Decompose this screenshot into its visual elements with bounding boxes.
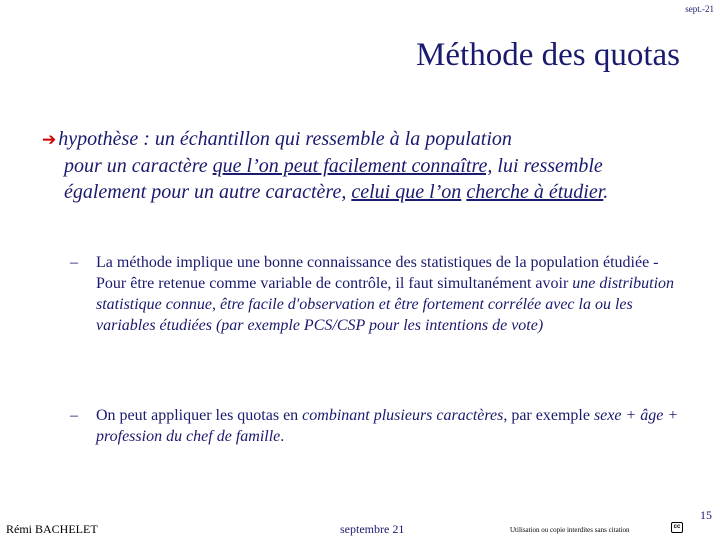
hypothesis-term: hypothèse xyxy=(58,128,139,150)
creative-commons-icon: cc xyxy=(671,522,683,533)
hypothesis-underline-3: cherche à étudier xyxy=(466,181,604,203)
hypothesis-block xyxy=(42,126,662,205)
sub-bullet-1-plain: La méthode implique une bonne connaissance des statistiques de la population étudiée - Pour être retenue comme variable de contrôle, il faut simultanément avoir xyxy=(96,254,659,292)
bullet-dash: – xyxy=(70,254,78,271)
sub-bullet-2-plain-2: , par exemple xyxy=(503,407,594,424)
slide-title: Méthode des quotas xyxy=(416,37,680,73)
sub-bullet-2 xyxy=(70,405,680,447)
hypothesis-text-4: ressemble également pour un autre caractère, xyxy=(64,155,603,203)
sub-bullet-2-plain-1: On peut appliquer les quotas en xyxy=(96,407,303,424)
hypothesis-underline-1: que l’on peut facilement connaître, xyxy=(212,155,493,177)
sub-bullet-1-text xyxy=(96,252,680,336)
footer-date: septembre 21 xyxy=(340,522,405,536)
footer-author: Rémi BACHELET xyxy=(6,522,98,536)
footer-note: Utilisation ou copie interdites sans citation xyxy=(510,526,630,534)
sub-bullet-2-italic-1: combinant plusieurs caractères xyxy=(302,407,504,424)
sub-bullet-1-italic: une distribution statistique connue, être facile d'observation et être fortement corrélée avec la ou les variables étudiées (par exemple PCS/CSP pour les intentions de vote) xyxy=(96,275,675,334)
hypothesis-underline-2: celui que l’on xyxy=(351,181,462,203)
hypothesis-continuation xyxy=(42,153,662,205)
header-date: sept.-21 xyxy=(685,4,714,14)
hypothesis-text-3: lui xyxy=(492,155,519,177)
hypothesis-text-2: pour un caractère xyxy=(64,155,213,177)
sub-bullet-2-italic-2: sexe + âge + profession du chef de famille xyxy=(96,407,679,445)
hypothesis-text-1: : un échantillon qui ressemble à la population xyxy=(138,128,512,150)
right-arrow-icon: ➔ xyxy=(42,130,57,149)
sub-bullet-2-text xyxy=(96,405,680,447)
page-number: 15 xyxy=(700,508,712,522)
hypothesis-text-5: . xyxy=(603,181,609,203)
bullet-dash: – xyxy=(70,407,78,424)
sub-bullet-2-plain-3: . xyxy=(280,428,285,445)
sub-bullet-1 xyxy=(70,252,680,336)
